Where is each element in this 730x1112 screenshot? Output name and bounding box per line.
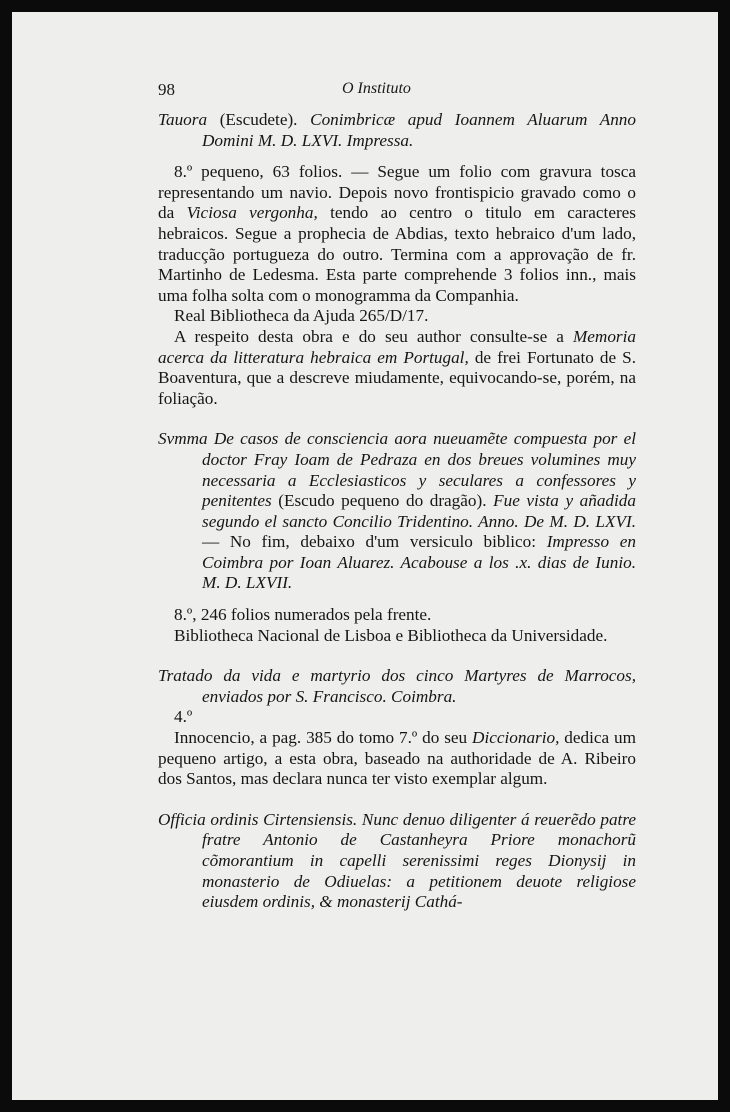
entry-2-description: 8.º, 246 folios numerados pela frente.: [174, 605, 432, 625]
entry-4-title: Officia ordinis Cirtensiensis. Nunc denuo diligenter á reuerẽdo patre fratre Antonio de Castanheyra Priore monachorũ cõmorantium in capelli serenissimi reges Dionysij in monasterio de Odiuelas: a petitionem deuote religiose eiusdem ordinis, & monasterij Cathá-: [158, 809, 636, 912]
entry-2-title: Svmma De casos de consciencia aora nueuamẽte compuesta por el doctor Fray Ioam de Pedraza en dos breues volumines muy necessaria a Ecclesiasticos y seculares a confessores y penitentes (Escudo pequeno do dragão). Fue vista y añadida segundo el sancto Concilio Tridentino. Anno. De M. D. LXVI. — No fim, debaixo d'um versiculo biblico: Impresso en Coimbra por Ioan Aluarez. Acabouse a los .x. dias de Iunio. M. D. LXVII.: [158, 429, 636, 593]
entry-3-note: Innocencio, a pag. 385 do tomo 7.º do seu Diccionario, dedica um pequeno artigo, a esta obra, baseado na authoridade de A. Ribeiro dos Santos, mas declara nunca ter visto exemplar algum.: [158, 728, 637, 789]
running-title: O Instituto: [342, 80, 411, 97]
entry-2-location: Bibliotheca Nacional de Lisboa e Bibliotheca da Universidade.: [174, 625, 608, 645]
entry-1-description: 8.º pequeno, 63 folios. — Segue um folio com gravura tosca representando um navio. Depois novo frontispicio gravado como o da Viciosa vergonha, tendo ao centro o titulo em caracteres hebraicos. Segue a prophecia de Abdias, texto hebraico d'um lado, traducção portugueza do outro. Termina com a approvação de fr. Martinho de Ledesma. Esta parte comprehende 3 folios inn., mais uma folha solta com o monogramma da Companhia.: [158, 162, 636, 305]
entry-3-format: 4.º: [174, 707, 193, 727]
page-number: 98: [158, 80, 175, 99]
entry-3-title: Tratado da vida e martyrio dos cinco Martyres de Marrocos, enviados por S. Francisco. Coimbra.: [158, 666, 636, 706]
entry-1-location: Real Bibliotheca da Ajuda 265/D/17.: [174, 306, 429, 326]
book-page: [12, 12, 718, 1100]
entry-1-note: A respeito desta obra e do seu author consulte-se a Memoria acerca da litteratura hebraica em Portugal, de frei Fortunato de S. Boaventura, que a descreve miudamente, equivocando-se, porém, na foliação.: [158, 326, 636, 408]
page-body: [158, 110, 636, 913]
entry-1-title-continuation: Tauora (Escudete). Conimbricæ apud Ioannem Aluarum Anno Domini M. D. LXVI. Impressa.: [158, 110, 636, 150]
